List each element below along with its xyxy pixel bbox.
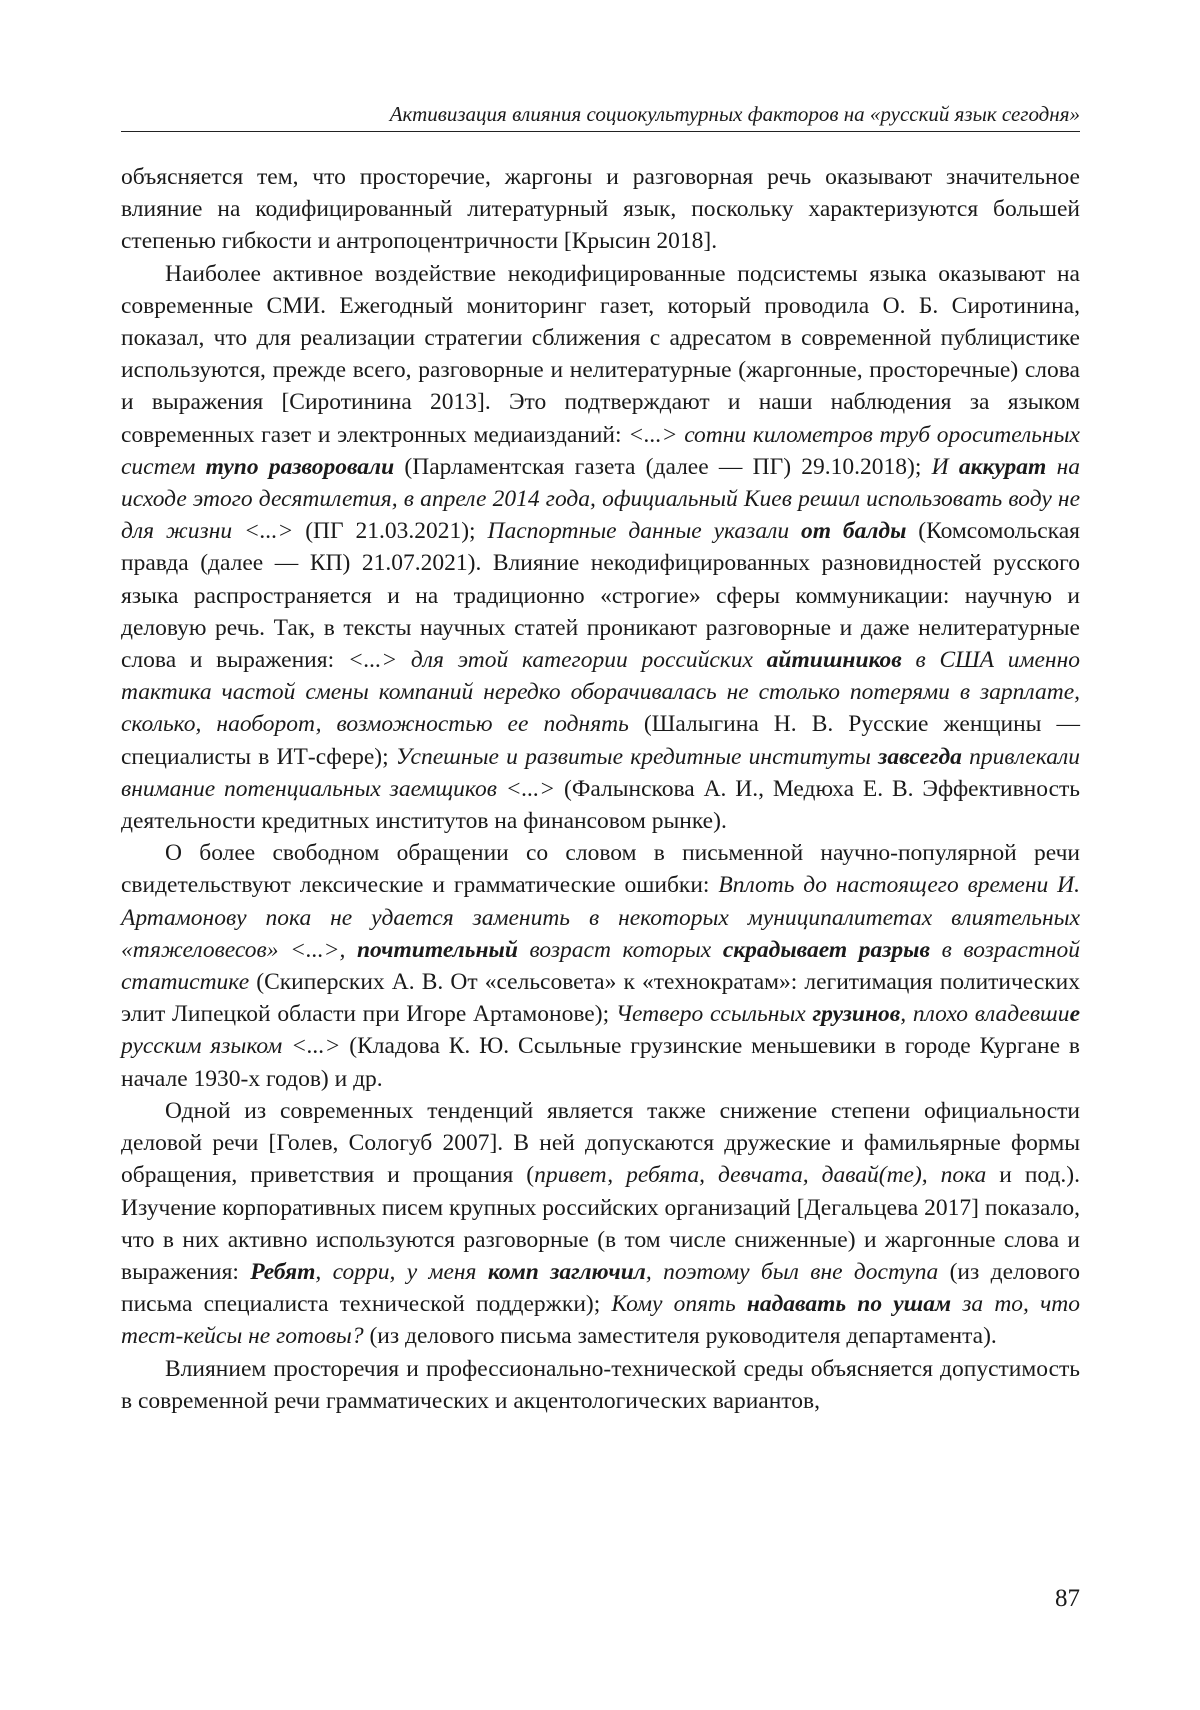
italic-example: в возрастной статистике: [121, 936, 1080, 996]
text-run: объясняется тем, что просторечие, жаргоны и разговорная речь оказывают значительное влияние на кодифицированный литературный язык, поскольку характеризуются большей степенью гибкости и антропоцентричности [Крысин 2018].: [121, 164, 1080, 255]
highlighted-word: грузинов: [812, 1001, 901, 1028]
highlighted-word: аккурат: [958, 453, 1047, 480]
text-run: О более свободном обращении со словом в письменной научно-популярной речи свидетельствуют лексические и грамматические ошибки:: [121, 840, 1080, 899]
paragraph: [121, 258, 1080, 838]
text-run: (Шалыгина Н. В. Русские женщины — специалисты в ИТ-сфере);: [121, 711, 1080, 770]
italic-example: русским языком <...>: [121, 1033, 341, 1060]
highlighted-word: тупо разворовали: [205, 453, 395, 480]
highlighted-word: комп заглючил: [487, 1258, 646, 1285]
italic-example: Вплоть до настоящего времени И. Артамонову пока не удается заменить в некоторых муниципалитетах влиятельных «тяжеловесов» <...>,: [121, 872, 1080, 963]
text-run: и под.). Изучение корпоративных писем крупных российских организаций [Дегальцева 2017] показало, что в них активно используются разговорные (в том числе сниженные) и жаргонные слова и выражения:: [121, 1162, 1081, 1285]
italic-example: , плохо владевши: [900, 1001, 1070, 1028]
body-text: [121, 161, 1080, 1417]
highlighted-word: Ребят: [250, 1258, 316, 1285]
text-run: Наиболее активное воздействие некодифицированные подсистемы языка оказывают на современные СМИ. Ежегодный мониторинг газет, который проводила О. Б. Сиротинина, показал, что для реализации стратегии сближения с адресатом в современной публицистике используются, прежде всего, разговорные и нелитературные (жаргонные, просторечные) слова и выражения [Сиротинина 2013]. Это подтверждают и наши наблюдения за языком современных газет и электронных медиаизданий:: [121, 260, 1080, 448]
text-run: (Кладова К. Ю. Ссыльные грузинские меньшевики в городе Кургане в начале 1930-х годов) и др.: [121, 1033, 1080, 1092]
italic-example: за то, что тест-кейсы не готовы?: [121, 1291, 1080, 1350]
italic-example: Паспортные данные указали: [487, 518, 801, 545]
italic-example: возраст которых: [517, 936, 723, 963]
page-number: 87: [1055, 1585, 1080, 1612]
highlighted-word: почтительный: [356, 936, 518, 963]
italic-example: <...> сотни километров труб оросительных систем: [121, 421, 1080, 480]
text-run: (Парламентская газета (далее — ПГ) 29.10.2018);: [394, 453, 932, 480]
paragraph: [121, 161, 1080, 258]
highlighted-word: е: [1069, 1001, 1080, 1028]
text-run: (ПГ 21.03.2021);: [293, 518, 488, 545]
italic-example: привлекали внимание потенциальных заемщиков <...>: [121, 743, 1080, 802]
highlighted-word: айтишников: [766, 647, 902, 674]
text-run: Одной из современных тенденций является также снижение степени официальности деловой речи [Голев, Сологуб 2007]. В ней допускаются дружеские и фамильярные формы обращения, приветствия и прощания (: [121, 1097, 1080, 1189]
text-run: (из делового письма заместителя руководителя департамента).: [363, 1323, 997, 1350]
italic-example: И: [931, 453, 959, 480]
paragraph: [121, 837, 1080, 1095]
italic-example: <...> для этой категории российских: [347, 647, 767, 674]
italic-example: , поэтому был вне доступа: [645, 1258, 939, 1285]
text-run: (Фалынскова А. И., Медюха Е. В. Эффективность деятельности кредитных институтов на финансовом рынке).: [121, 775, 1080, 835]
text-run: (из делового письма специалиста технической поддержки);: [121, 1258, 1080, 1318]
highlighted-word: завсегда: [878, 743, 962, 770]
italic-example: , сорри, у меня: [315, 1258, 488, 1285]
paragraph: [121, 1095, 1080, 1353]
italic-example: в США именно тактика частой смены компаний нередко оборачивалась не столько потерями в зарплате, сколько, наоборот, возможностью ее поднять: [121, 647, 1081, 738]
italic-example: Кому опять: [611, 1291, 747, 1318]
highlighted-word: надавать по ушам: [746, 1291, 952, 1318]
text-run: (Комсомольская правда (далее — КП) 21.07.2021). Влияние некодифицированных разновидностей русского языка распространяется и на традиционно «строгие» сферы коммуникации: научную и деловую речь. Так, в тексты научных статей проникают разговорные и даже нелитературные слова и выражения:: [121, 518, 1080, 674]
running-header: Активизация влияния социокультурных факторов на «русский язык сегодня»: [121, 101, 1080, 132]
italic-example: Четверо ссыльных: [615, 1001, 813, 1028]
highlighted-word: скрадывает разрыв: [722, 936, 930, 963]
highlighted-word: от балды: [800, 518, 907, 545]
italic-example: на исходе этого десятилетия, в апреле 2014 года, официальный Киев решил использовать воду не для жизни <...>: [121, 453, 1080, 545]
text-run: Влиянием просторечия и профессионально-технической среды объясняется допустимость в современной речи грамматических и акцентологических вариантов,: [121, 1355, 1080, 1414]
paragraph: [121, 1353, 1080, 1417]
text-run: (Скиперских А. В. От «сельсовета» к «технократам»: легитимация политических элит Липецкой области при Игоре Артамонове);: [121, 969, 1080, 1028]
italic-example: Успешные и развитые кредитные институты: [395, 743, 879, 770]
italic-example: привет, ребята, девчата, давай(те), пока: [534, 1162, 987, 1189]
